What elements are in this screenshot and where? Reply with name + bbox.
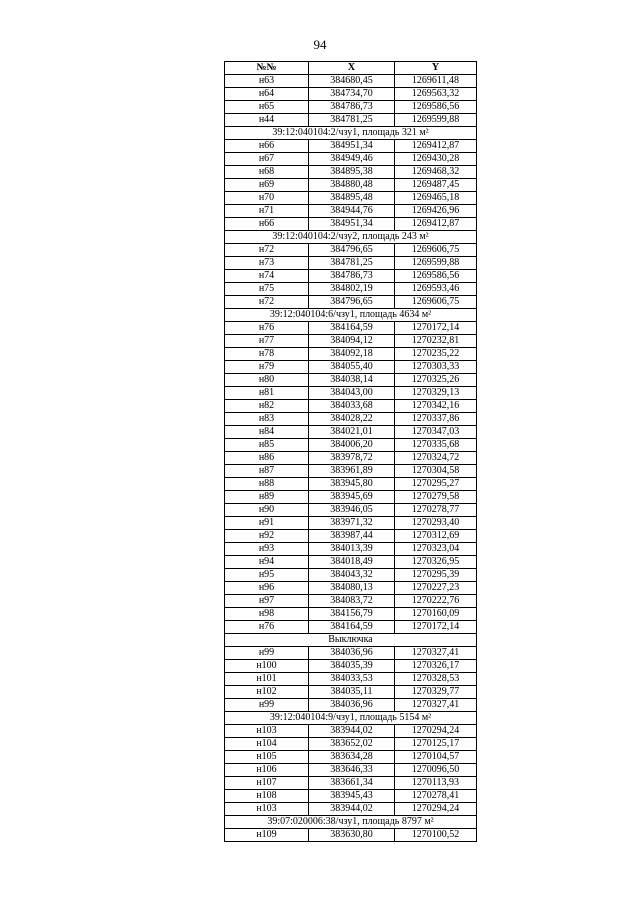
point-id-cell: н84 [225,426,309,439]
y-coordinate-cell: 1269465,18 [395,192,477,205]
y-coordinate-cell: 1270294,24 [395,803,477,816]
point-id-cell: н74 [225,270,309,283]
table-row [225,491,477,504]
table-row [225,595,477,608]
point-id-cell: н89 [225,491,309,504]
header-point: №№ [225,62,309,75]
table-row [225,283,477,296]
point-id-cell: н72 [225,244,309,257]
point-id-cell: н108 [225,790,309,803]
point-id-cell: н106 [225,764,309,777]
y-coordinate-cell: 1270335,68 [395,439,477,452]
point-id-cell: н93 [225,543,309,556]
table-row [225,621,477,634]
x-coordinate-cell: 383978,72 [309,452,395,465]
point-id-cell: н80 [225,374,309,387]
point-id-cell: н96 [225,582,309,595]
point-id-cell: н78 [225,348,309,361]
y-coordinate-cell: 1269412,87 [395,218,477,231]
y-coordinate-cell: 1269611,48 [395,75,477,88]
point-id-cell: н88 [225,478,309,491]
y-coordinate-cell: 1269468,32 [395,166,477,179]
table-row [225,569,477,582]
y-coordinate-cell: 1270113,93 [395,777,477,790]
point-id-cell: н82 [225,400,309,413]
table-row [225,725,477,738]
table-body [225,75,477,842]
table-row [225,140,477,153]
point-id-cell: н67 [225,153,309,166]
point-id-cell: н92 [225,530,309,543]
point-id-cell: н94 [225,556,309,569]
y-coordinate-cell: 1270278,77 [395,504,477,517]
y-coordinate-cell: 1270337,86 [395,413,477,426]
x-coordinate-cell: 384949,46 [309,153,395,166]
point-id-cell: н83 [225,413,309,426]
y-coordinate-cell: 1270325,26 [395,374,477,387]
point-id-cell: н100 [225,660,309,673]
table-row [225,803,477,816]
x-coordinate-cell: 384094,12 [309,335,395,348]
y-coordinate-cell: 1270329,13 [395,387,477,400]
table-row [225,543,477,556]
table-row [225,179,477,192]
y-coordinate-cell: 1269430,28 [395,153,477,166]
table-row [225,322,477,335]
x-coordinate-cell: 384028,22 [309,413,395,426]
x-coordinate-cell: 383987,44 [309,530,395,543]
table-row [225,478,477,491]
point-id-cell: н90 [225,504,309,517]
y-coordinate-cell: 1270295,39 [395,569,477,582]
point-id-cell: н66 [225,218,309,231]
y-coordinate-cell: 1270279,58 [395,491,477,504]
point-id-cell: н101 [225,673,309,686]
y-coordinate-cell: 1270326,17 [395,660,477,673]
x-coordinate-cell: 384164,59 [309,322,395,335]
x-coordinate-cell: 384043,32 [309,569,395,582]
table-row [225,192,477,205]
section-title: 39:12:040104:9/чзу1, площадь 5154 м² [225,712,477,725]
table-row [225,465,477,478]
y-coordinate-cell: 1270342,16 [395,400,477,413]
y-coordinate-cell: 1270160,09 [395,608,477,621]
table-row [225,530,477,543]
section-title: Выключка [225,634,477,647]
point-id-cell: н75 [225,283,309,296]
table-row [225,517,477,530]
x-coordinate-cell: 384033,53 [309,673,395,686]
y-coordinate-cell: 1270326,95 [395,556,477,569]
y-coordinate-cell: 1269606,75 [395,244,477,257]
table-row [225,296,477,309]
x-coordinate-cell: 384796,65 [309,296,395,309]
x-coordinate-cell: 384895,38 [309,166,395,179]
y-coordinate-cell: 1270304,58 [395,465,477,478]
table-row [225,673,477,686]
y-coordinate-cell: 1269606,75 [395,296,477,309]
y-coordinate-cell: 1270347,03 [395,426,477,439]
y-coordinate-cell: 1270303,33 [395,361,477,374]
x-coordinate-cell: 384880,48 [309,179,395,192]
x-coordinate-cell: 384796,65 [309,244,395,257]
point-id-cell: н87 [225,465,309,478]
x-coordinate-cell: 384951,34 [309,140,395,153]
table-row [225,153,477,166]
y-coordinate-cell: 1270328,53 [395,673,477,686]
table-row [225,244,477,257]
header-x: X [309,62,395,75]
x-coordinate-cell: 384786,73 [309,270,395,283]
point-id-cell: н98 [225,608,309,621]
table-row [225,270,477,283]
x-coordinate-cell: 383646,33 [309,764,395,777]
x-coordinate-cell: 384895,48 [309,192,395,205]
point-id-cell: н85 [225,439,309,452]
x-coordinate-cell: 384083,72 [309,595,395,608]
table-row [225,504,477,517]
point-id-cell: н77 [225,335,309,348]
y-coordinate-cell: 1270235,22 [395,348,477,361]
point-id-cell: н73 [225,257,309,270]
point-id-cell: н97 [225,595,309,608]
section-title: 39:12:040104:6/чзу1, площадь 4634 м² [225,309,477,322]
x-coordinate-cell: 384035,11 [309,686,395,699]
coordinates-table [224,61,477,842]
y-coordinate-cell: 1269586,56 [395,101,477,114]
table-row [225,699,477,712]
table-row [225,387,477,400]
x-coordinate-cell: 384013,39 [309,543,395,556]
y-coordinate-cell: 1269563,32 [395,88,477,101]
page-number: 94 [313,37,327,52]
y-coordinate-cell: 1270227,23 [395,582,477,595]
y-coordinate-cell: 1269586,56 [395,270,477,283]
point-id-cell: н91 [225,517,309,530]
point-id-cell: н64 [225,88,309,101]
y-coordinate-cell: 1270295,27 [395,478,477,491]
section-title: 39:07:020006:38/чзу1, площадь 8797 м² [225,816,477,829]
table-row [225,556,477,569]
section-title: 39:12:040104:2/чзу2, площадь 243 м² [225,231,477,244]
y-coordinate-cell: 1269599,88 [395,257,477,270]
table-row [225,166,477,179]
y-coordinate-cell: 1270329,77 [395,686,477,699]
table-row [225,790,477,803]
table-row [225,829,477,842]
table-row [225,218,477,231]
point-id-cell: н103 [225,803,309,816]
point-id-cell: н66 [225,140,309,153]
y-coordinate-cell: 1270323,04 [395,543,477,556]
y-coordinate-cell: 1269412,87 [395,140,477,153]
section-title: 39:12:040104:2/чзу1, площадь 321 м² [225,127,477,140]
x-coordinate-cell: 384092,18 [309,348,395,361]
table-row [225,348,477,361]
table-row [225,452,477,465]
table-row [225,400,477,413]
x-coordinate-cell: 383630,80 [309,829,395,842]
y-coordinate-cell: 1270100,52 [395,829,477,842]
x-coordinate-cell: 384043,00 [309,387,395,400]
x-coordinate-cell: 384006,20 [309,439,395,452]
x-coordinate-cell: 384680,45 [309,75,395,88]
x-coordinate-cell: 384038,14 [309,374,395,387]
x-coordinate-cell: 384781,25 [309,114,395,127]
table-row [225,75,477,88]
point-id-cell: н69 [225,179,309,192]
point-id-cell: н105 [225,751,309,764]
x-coordinate-cell: 383946,05 [309,504,395,517]
y-coordinate-cell: 1270327,41 [395,699,477,712]
x-coordinate-cell: 384036,96 [309,699,395,712]
y-coordinate-cell: 1270324,72 [395,452,477,465]
y-coordinate-cell: 1269487,45 [395,179,477,192]
section-row [225,816,477,829]
table-row [225,205,477,218]
section-row [225,309,477,322]
point-id-cell: н79 [225,361,309,374]
table-row [225,751,477,764]
x-coordinate-cell: 384944,76 [309,205,395,218]
table-row [225,335,477,348]
section-row [225,634,477,647]
point-id-cell: н104 [225,738,309,751]
y-coordinate-cell: 1269593,46 [395,283,477,296]
x-coordinate-cell: 384156,79 [309,608,395,621]
y-coordinate-cell: 1270172,14 [395,621,477,634]
y-coordinate-cell: 1270172,14 [395,322,477,335]
table-row [225,608,477,621]
y-coordinate-cell: 1270293,40 [395,517,477,530]
point-id-cell: н76 [225,322,309,335]
point-id-cell: н81 [225,387,309,400]
x-coordinate-cell: 383944,02 [309,725,395,738]
section-row [225,712,477,725]
x-coordinate-cell: 384781,25 [309,257,395,270]
table-row [225,439,477,452]
point-id-cell: н95 [225,569,309,582]
section-row [225,231,477,244]
y-coordinate-cell: 1270232,81 [395,335,477,348]
x-coordinate-cell: 384802,19 [309,283,395,296]
x-coordinate-cell: 384021,01 [309,426,395,439]
point-id-cell: н86 [225,452,309,465]
table-header-row [225,62,477,75]
x-coordinate-cell: 383661,34 [309,777,395,790]
point-id-cell: н109 [225,829,309,842]
table-row [225,114,477,127]
point-id-cell: н99 [225,699,309,712]
x-coordinate-cell: 383961,89 [309,465,395,478]
x-coordinate-cell: 384786,73 [309,101,395,114]
x-coordinate-cell: 383634,28 [309,751,395,764]
x-coordinate-cell: 383971,32 [309,517,395,530]
point-id-cell: н44 [225,114,309,127]
x-coordinate-cell: 384080,13 [309,582,395,595]
x-coordinate-cell: 384033,68 [309,400,395,413]
x-coordinate-cell: 383945,69 [309,491,395,504]
point-id-cell: н65 [225,101,309,114]
x-coordinate-cell: 383652,02 [309,738,395,751]
table-row [225,374,477,387]
y-coordinate-cell: 1269599,88 [395,114,477,127]
table-row [225,647,477,660]
point-id-cell: н68 [225,166,309,179]
table-row [225,257,477,270]
point-id-cell: н102 [225,686,309,699]
y-coordinate-cell: 1270312,69 [395,530,477,543]
y-coordinate-cell: 1269426,96 [395,205,477,218]
point-id-cell: н71 [225,205,309,218]
x-coordinate-cell: 383945,43 [309,790,395,803]
point-id-cell: н76 [225,621,309,634]
y-coordinate-cell: 1270327,41 [395,647,477,660]
point-id-cell: н107 [225,777,309,790]
table-row [225,738,477,751]
x-coordinate-cell: 383945,80 [309,478,395,491]
y-coordinate-cell: 1270125,17 [395,738,477,751]
point-id-cell: н70 [225,192,309,205]
x-coordinate-cell: 384035,39 [309,660,395,673]
y-coordinate-cell: 1270294,24 [395,725,477,738]
table-row [225,777,477,790]
table-row [225,660,477,673]
table-row [225,101,477,114]
x-coordinate-cell: 384055,40 [309,361,395,374]
table-row [225,361,477,374]
y-coordinate-cell: 1270278,41 [395,790,477,803]
table-row [225,582,477,595]
x-coordinate-cell: 383944,02 [309,803,395,816]
x-coordinate-cell: 384164,59 [309,621,395,634]
table-row [225,426,477,439]
x-coordinate-cell: 384018,49 [309,556,395,569]
y-coordinate-cell: 1270104,57 [395,751,477,764]
point-id-cell: н72 [225,296,309,309]
point-id-cell: н63 [225,75,309,88]
table-row [225,764,477,777]
table-row [225,88,477,101]
x-coordinate-cell: 384951,34 [309,218,395,231]
x-coordinate-cell: 384734,70 [309,88,395,101]
y-coordinate-cell: 1270222,76 [395,595,477,608]
point-id-cell: н103 [225,725,309,738]
y-coordinate-cell: 1270096,50 [395,764,477,777]
section-row [225,127,477,140]
header-y: Y [395,62,477,75]
table-row [225,413,477,426]
point-id-cell: н99 [225,647,309,660]
x-coordinate-cell: 384036,96 [309,647,395,660]
table-row [225,686,477,699]
